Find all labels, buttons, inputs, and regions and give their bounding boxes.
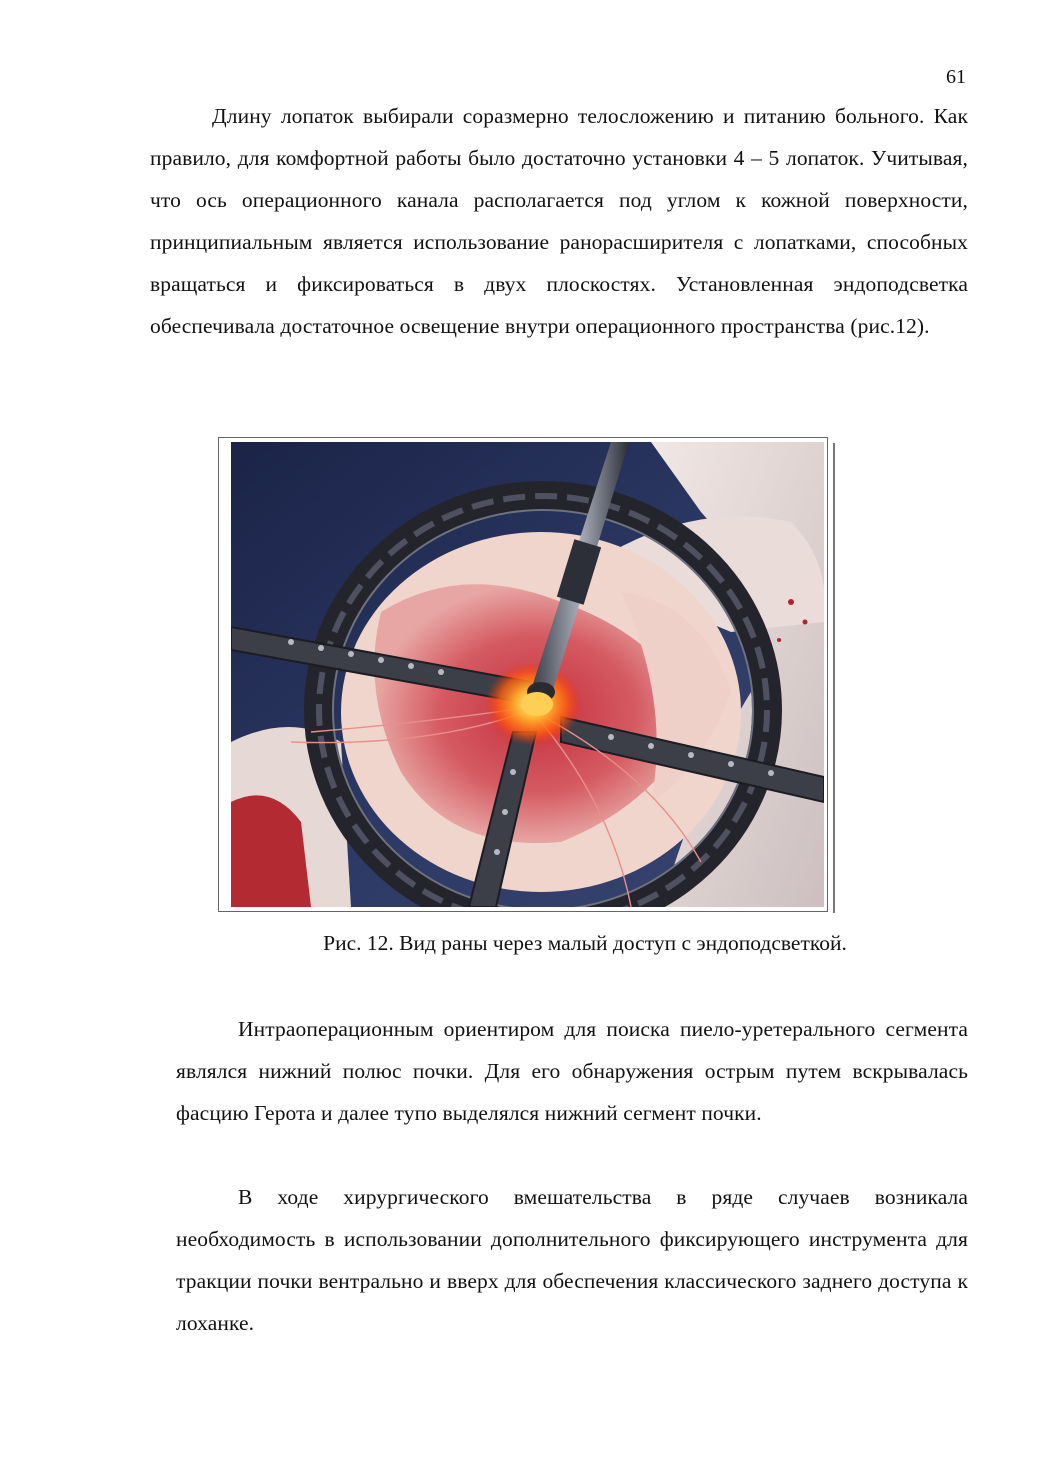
figure-caption: Рис. 12. Вид раны через малый доступ с эндоподсветкой.: [323, 931, 847, 955]
figure-edge: [833, 443, 835, 913]
surgical-wound-photo: [231, 442, 824, 907]
paragraph-3: В ходе хирургического вмешательства в ряде случаев возникала необходимость в использовании дополнительного фиксирующего инструмента для тракции почки вентрально и вверх для обеспечения классического заднего доступа к лоханке.: [176, 1185, 968, 1335]
page-number: 61: [946, 66, 966, 88]
paragraph-1: Длину лопаток выбирали соразмерно телосложению и питанию больного. Как правило, для комфортной работы было достаточно установки 4 – 5 лопаток. Учитывая, что ось операционного канала располагается под углом к кожной поверхности, принципиальным является использование ранорасширителя с лопатками, способных вращаться и фиксироваться в двух плоскостях. Установленная эндоподсветка обеспечивала достаточное освещение внутри операционного пространства (рис.12).: [150, 104, 968, 338]
paragraph-2: Интраоперационным ориентиром для поиска пиело-уретерального сегмента являлся нижний полюс почки. Для его обнаружения острым путем вскрывалась фасцию Герота и далее тупо выделялся нижний сегмент почки.: [176, 1017, 968, 1125]
